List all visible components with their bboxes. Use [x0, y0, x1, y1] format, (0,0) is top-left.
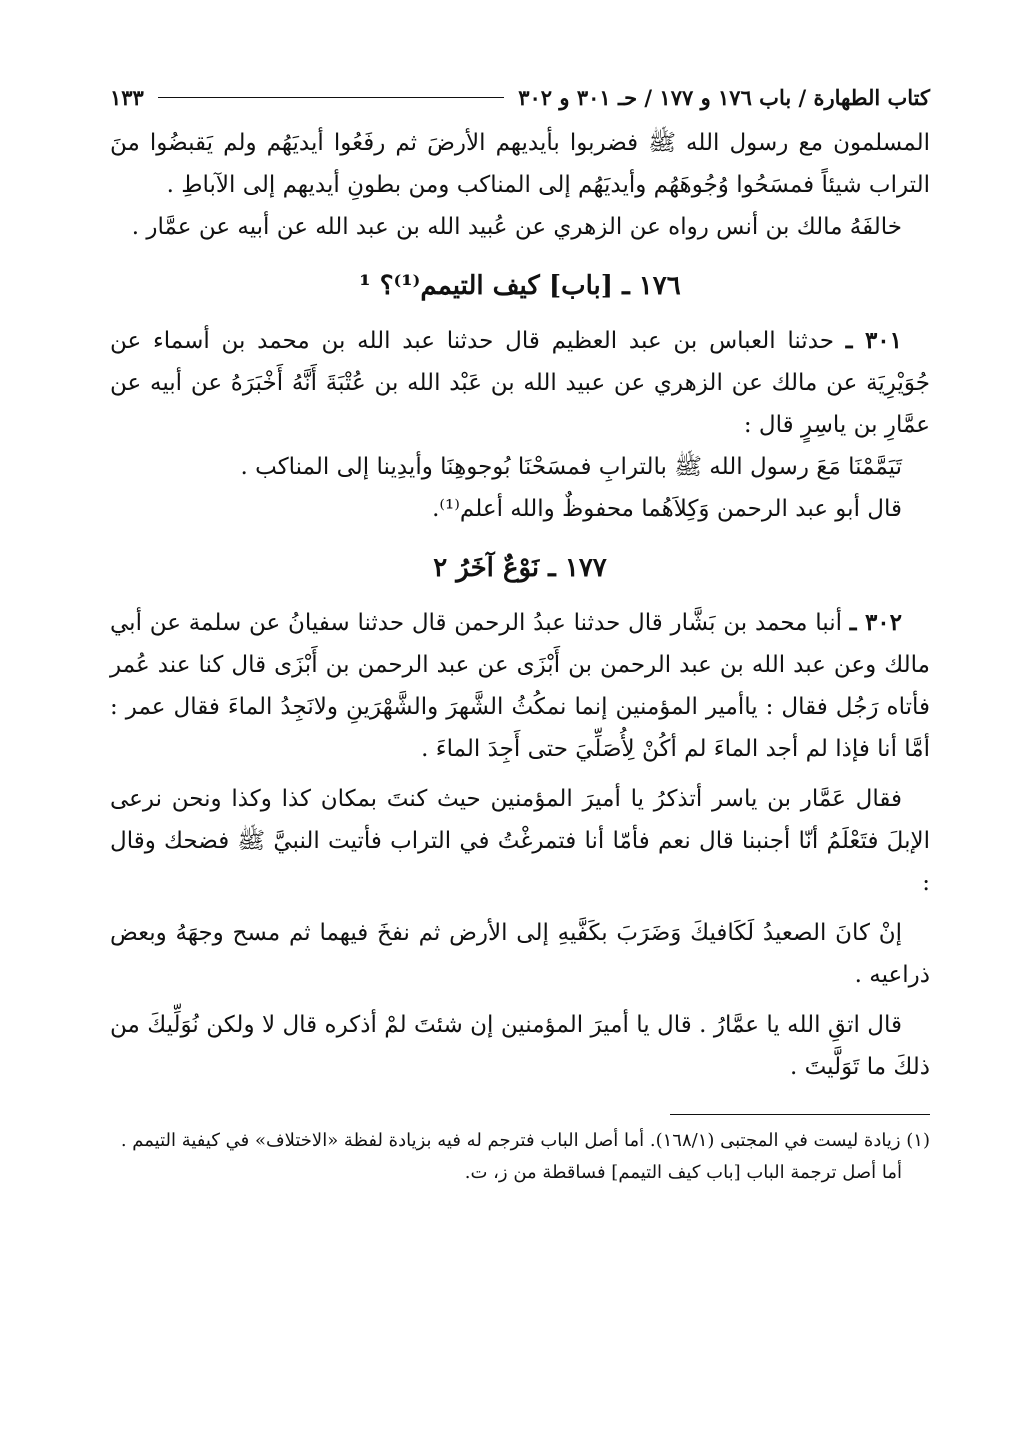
- page-number: ١٣٣: [110, 84, 144, 110]
- intro-paragraph-1: المسلمون مع رسول الله ﷺ فضربوا بأيديهم الأرضَ ثم رفَعُوا أيديَهُم ولم يَقبضُوا منَ التراب شيئاً فمسَحُوا وُجُوهَهُم وأيديَهُم إلى المناكب ومن بطونِ أيديهم إلى الآباطِ .: [110, 130, 930, 198]
- hadith-302-number: ٣٠٢ ـ: [849, 609, 902, 636]
- hadith-301-number: ٣٠١ ـ: [845, 327, 903, 354]
- hadith-302-text: [110, 602, 930, 770]
- document-page: [110, 78, 930, 1418]
- hadith-301: [110, 320, 930, 530]
- running-header: [110, 78, 930, 116]
- footnote-1-continued: أما أصل ترجمة الباب [باب كيف التيمم] فساقطة من ز، ت.: [464, 1162, 902, 1183]
- footnote-1: (١) زيادة ليست في المجتبى (١٦٨/١). أما أصل الباب فترجم له فيه بزيادة لفظة «الاختلاف» في كيفية التيمم .: [120, 1130, 930, 1151]
- hadith-302-paragraph-2: فقال عَمَّار بن ياسر أتذكرُ يا أميرَ المؤمنين حيث كنتَ بمكان كذا وكذا ونحن نرعى الإبلَ فتَعْلَمُ أنّا أجنبنا قال نعم فأمّا أنا فتمرغْتُ في التراب فأتيت النبيَّ ﷺ فضحك وقال :: [110, 786, 930, 896]
- section-177-heading: ١٧٧ ـ نَوْعٌ آخَرُ ٢: [433, 553, 607, 583]
- hadith-301-body: حدثنا العباس بن عبد العظيم قال حدثنا عبد الله بن محمد بن أسماء عن جُوَيْرِيَة عن مالك عن الزهري عن عبيد الله بن عَبْد الله بن عُتْبَةَ أَنَّهُ أَخْبَرَهُ عن أبيه عن عمَّارِ بن ياسِرٍ قال :: [110, 328, 930, 438]
- hadith-301-quote: تَيَمَّمْنَا مَعَ رسول الله ﷺ بالترابِ فمسَحْنَا بُوجوهِنَا وأيدِينا إلى المناكب .: [240, 454, 902, 480]
- hadith-302-paragraph-4: قال اتقِ الله يا عمَّارُ . قال يا أميرَ المؤمنين إن شئتَ لمْ أذكره قال لا ولكن نُوَلِّيكَ من ذلكَ ما تَوَلَّيتَ .: [110, 1012, 930, 1080]
- footnotes: [110, 1125, 930, 1189]
- footnote-rule: [670, 1114, 930, 1115]
- hadith-302: [110, 602, 930, 1088]
- header-title: كتاب الطهارة / باب ١٧٦ و ١٧٧ / حـ ٣٠١ و ٣٠٢: [518, 84, 930, 110]
- section-176-heading: ١٧٦ ـ [باب] كيف التيمم⁽¹⁾؟ ¹: [359, 271, 681, 301]
- header-rule: [158, 97, 504, 98]
- intro-block: [110, 122, 930, 248]
- hadith-302-paragraph-3: إنْ كانَ الصعيدُ لَكَافيكَ وَضَرَبَ بكَفَّيهِ إلى الأرض ثم نفخَ فيهما ثم مسح وجهَهُ وبعض ذراعيه .: [110, 920, 930, 988]
- hadith-301-note: قال أبو عبد الرحمن وَكِلاَهُما محفوظٌ والله أعلم⁽¹⁾.: [432, 496, 902, 522]
- hadith-302-body: أنبا محمد بن بَشَّار قال حدثنا عبدُ الرحمن قال حدثنا سفيانُ عن سلمة عن أبي مالك وعن عبد الله بن عبد الرحمن بن أَبْزَى عن عبد الرحمن بن أَبْزَى قال كنا عند عُمر فأتاه رَجُل فقال : ياأمير المؤمنين إنما نمكُثُ الشَّهرَ والشَّهْرَينِ ولانَجِدُ الماءَ فقال عمر : أمَّا أنا فإذا لم أجد الماءَ لم أكُنْ لِأُصَلِّيَ حتى أَجِدَ الماءَ .: [110, 610, 930, 762]
- intro-paragraph-2: خالفَهُ مالك بن أنس رواه عن الزهري عن عُبيد الله بن عبد الله عن أبيه عن عمَّار .: [131, 214, 902, 240]
- hadith-301-text: [110, 320, 930, 446]
